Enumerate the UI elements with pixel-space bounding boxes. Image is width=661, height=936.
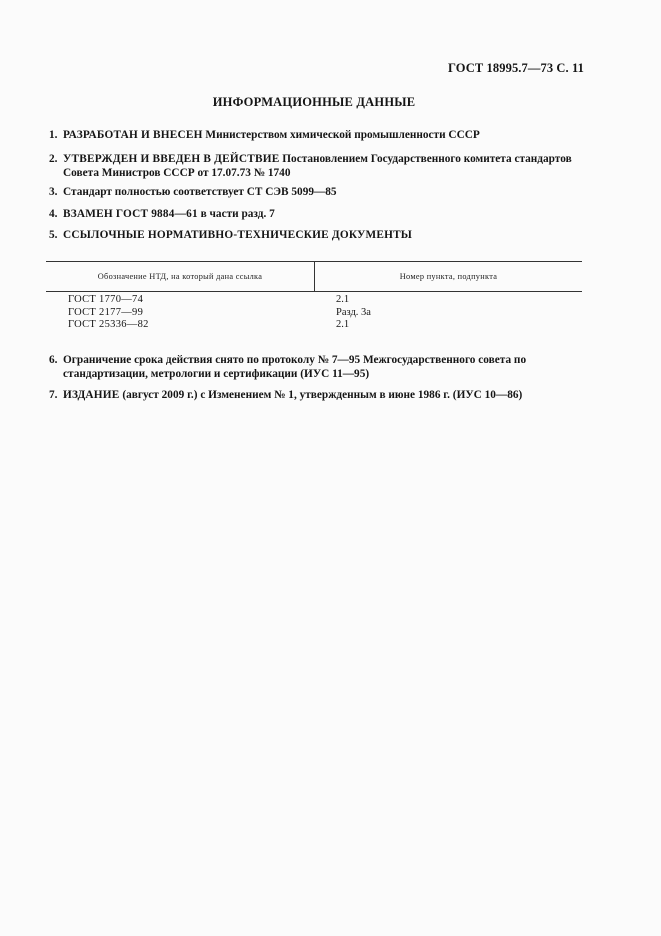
item-text: Министерством химической промышленности СССР (202, 129, 480, 141)
info-item-3 (49, 186, 589, 200)
table-cell-clause: 2.1 (336, 294, 350, 305)
table-cell-document: ГОСТ 25336—82 (68, 319, 149, 330)
item-text: в части разд. 7 (197, 208, 275, 220)
item-lead: УТВЕРЖДЕН И ВВЕДЕН В ДЕЙСТВИЕ (63, 153, 280, 165)
item-number: 3. (49, 186, 58, 198)
item-number: 4. (49, 208, 58, 220)
page-title: ИНФОРМАЦИОННЫЕ ДАННЫЕ (212, 95, 416, 109)
info-item-4 (49, 208, 589, 222)
item-text: Постановлением Государственного комитета стандартов Совета Министров СССР от 17.07.73 № 1740 (63, 153, 572, 179)
item-number: 7. (49, 389, 58, 401)
table-header-document: Обозначение НТД, на который дана ссылка (97, 272, 263, 281)
table-column-documents (68, 294, 149, 332)
item-number: 1. (49, 129, 58, 141)
reference-documents-table (46, 261, 582, 335)
item-lead: ВЗАМЕН ГОСТ 9884—61 (63, 208, 198, 220)
info-item-7 (49, 389, 589, 403)
info-item-5 (49, 229, 589, 243)
info-item-6 (49, 354, 589, 381)
item-number: 2. (49, 153, 58, 165)
item-lead: РАЗРАБОТАН И ВНЕСЕН (63, 129, 203, 141)
item-text: Ограничение срока действия снято по протоколу № 7—95 Межгосударственного совета по стандартизации, метрологии и сертификации (ИУС 11—95) (63, 354, 527, 380)
table-header-clause: Номер пункта, подпункта (399, 272, 498, 281)
item-number: 5. (49, 229, 58, 241)
table-column-clauses (336, 294, 371, 332)
table-cell-document: ГОСТ 1770—74 (68, 294, 144, 305)
table-cell-clause: Разд. 3а (336, 306, 371, 318)
table-cell-document: ГОСТ 2177—99 (68, 306, 144, 318)
item-text: Стандарт полностью соответствует СТ СЭВ 5099—85 (63, 186, 337, 198)
info-item-2 (49, 153, 589, 180)
document-reference: ГОСТ 18995.7—73 С. 11 (448, 61, 584, 75)
item-number: 6. (49, 354, 58, 366)
info-item-1 (49, 129, 589, 143)
item-lead: ИЗДАНИЕ (63, 389, 120, 401)
item-text: (август 2009 г.) с Изменением № 1, утвержденным в июне 1986 г. (ИУС 10—86) (119, 389, 523, 401)
item-lead: ССЫЛОЧНЫЕ НОРМАТИВНО-ТЕХНИЧЕСКИЕ ДОКУМЕНТЫ (63, 229, 413, 241)
table-cell-clause: 2.1 (336, 319, 350, 330)
